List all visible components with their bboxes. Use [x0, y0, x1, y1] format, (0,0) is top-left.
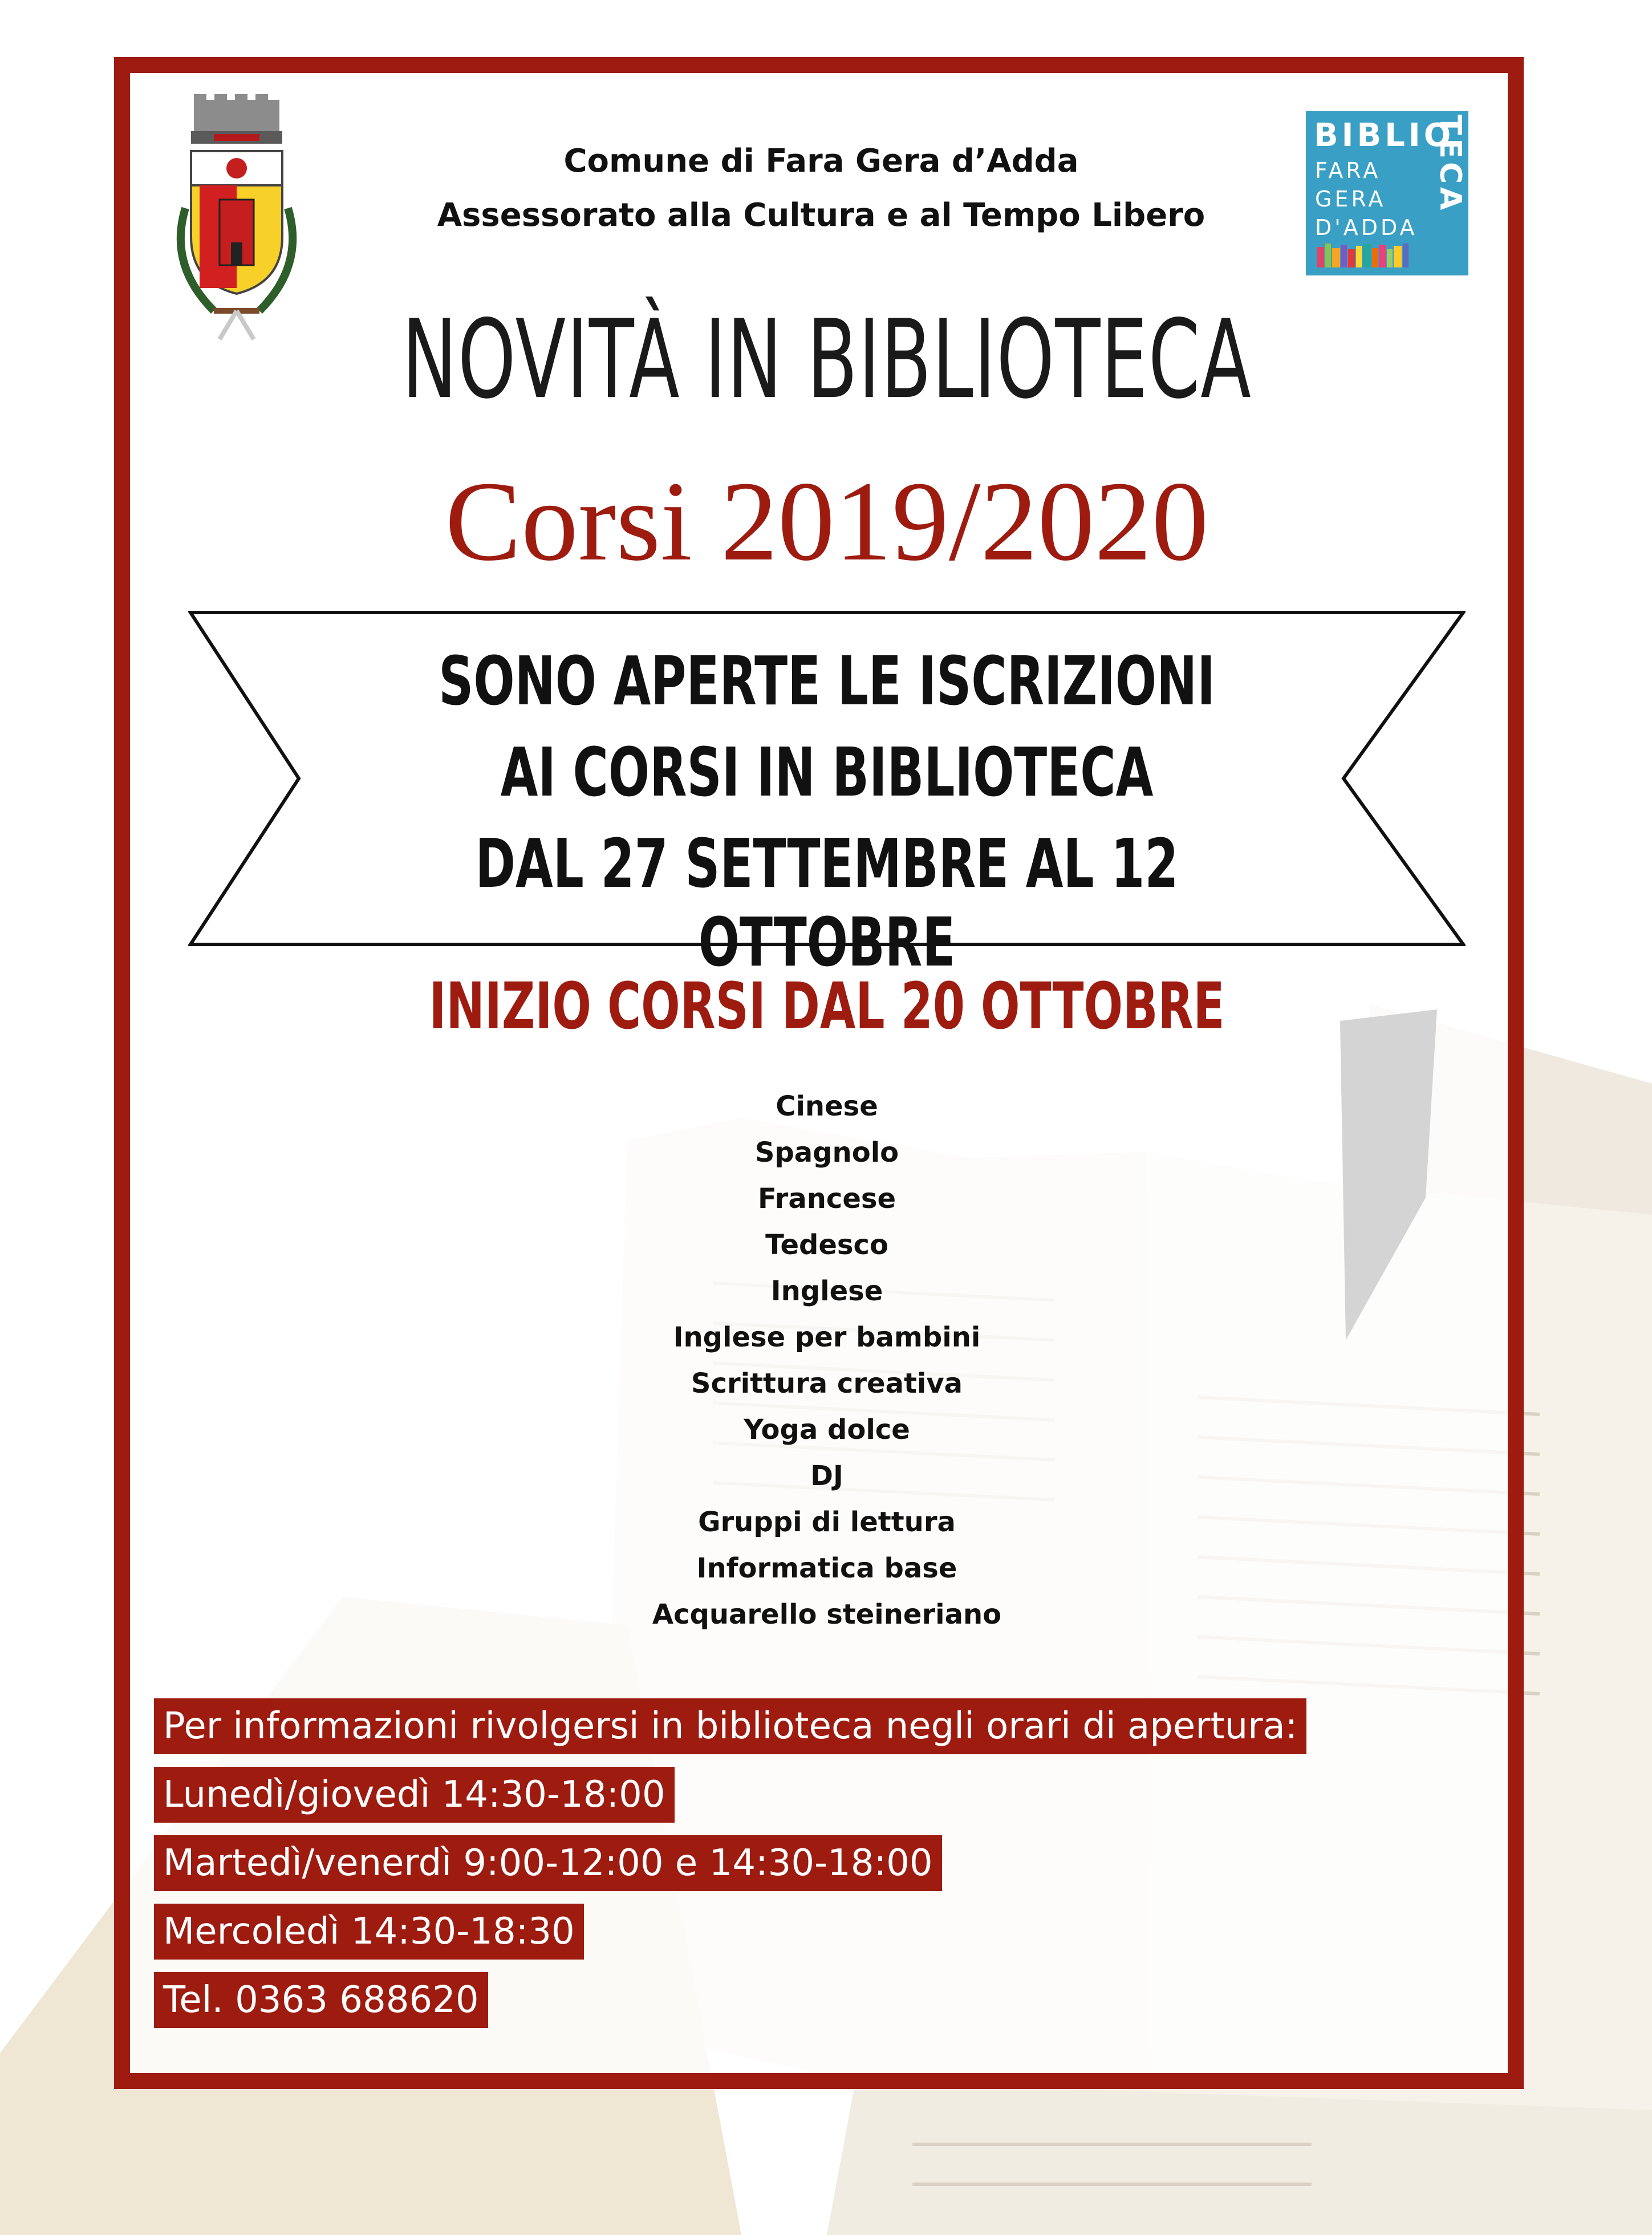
list-item: Inglese [770, 1275, 883, 1307]
logo-dadda-text: D'ADDA [1315, 215, 1418, 240]
phone-number: Tel. 0363 688620 [154, 1972, 488, 2028]
list-item: Spagnolo [754, 1137, 899, 1169]
municipality-name: Comune di Fara Gera d’Adda [563, 143, 1079, 180]
list-item: Yoga dolce [744, 1414, 910, 1446]
courses-start-notice: INIZIO CORSI DAL 20 OTTOBRE [429, 970, 1225, 1044]
list-item: Cinese [776, 1090, 878, 1122]
list-item: Scrittura creativa [691, 1368, 963, 1400]
list-item: Acquarello steineriano [652, 1599, 1002, 1630]
list-item: Inglese per bambini [673, 1321, 981, 1353]
logo-fara-text: FARA [1315, 158, 1381, 183]
enrollment-line-2: AI CORSI IN BIBLIOTECA [500, 733, 1154, 812]
logo-teca-text: TECA [1433, 115, 1467, 214]
courses-year-title: Corsi 2019/2020 [445, 459, 1209, 585]
hours-wed: Mercoledì 14:30-18:30 [154, 1904, 584, 1960]
enrollment-dates: DAL 27 SETTEMBRE AL 12 OTTOBRE [475, 824, 1179, 981]
list-item: Gruppi di lettura [698, 1506, 956, 1538]
main-title: NOVITÀ IN BIBLIOTECA [401, 297, 1252, 423]
list-item: Informatica base [696, 1552, 957, 1584]
course-list [570, 1086, 1083, 1641]
hours-mon-thu: Lunedì/giovedì 14:30-18:00 [154, 1767, 675, 1823]
logo-gera-text: GERA [1315, 186, 1386, 212]
department-name: Assessorato alla Cultura e al Tempo Libero [437, 197, 1205, 234]
list-item: Francese [757, 1183, 896, 1215]
logo-biblio-text: BIBLIO [1314, 117, 1455, 154]
biblioteca-logo [1306, 111, 1468, 275]
list-item: Tedesco [765, 1229, 888, 1261]
info-heading: Per informazioni rivolgersi in biblioteca negli orari di apertura: [154, 1698, 1306, 1754]
books-shelf-icon [1317, 244, 1431, 267]
list-item: DJ [810, 1460, 843, 1492]
hours-tue-fri: Martedì/venerdì 9:00-12:00 e 14:30-18:00 [154, 1835, 942, 1891]
enrollment-line-1: SONO APERTE LE ISCRIZIONI [439, 642, 1215, 720]
municipal-crest-icon [151, 94, 322, 345]
